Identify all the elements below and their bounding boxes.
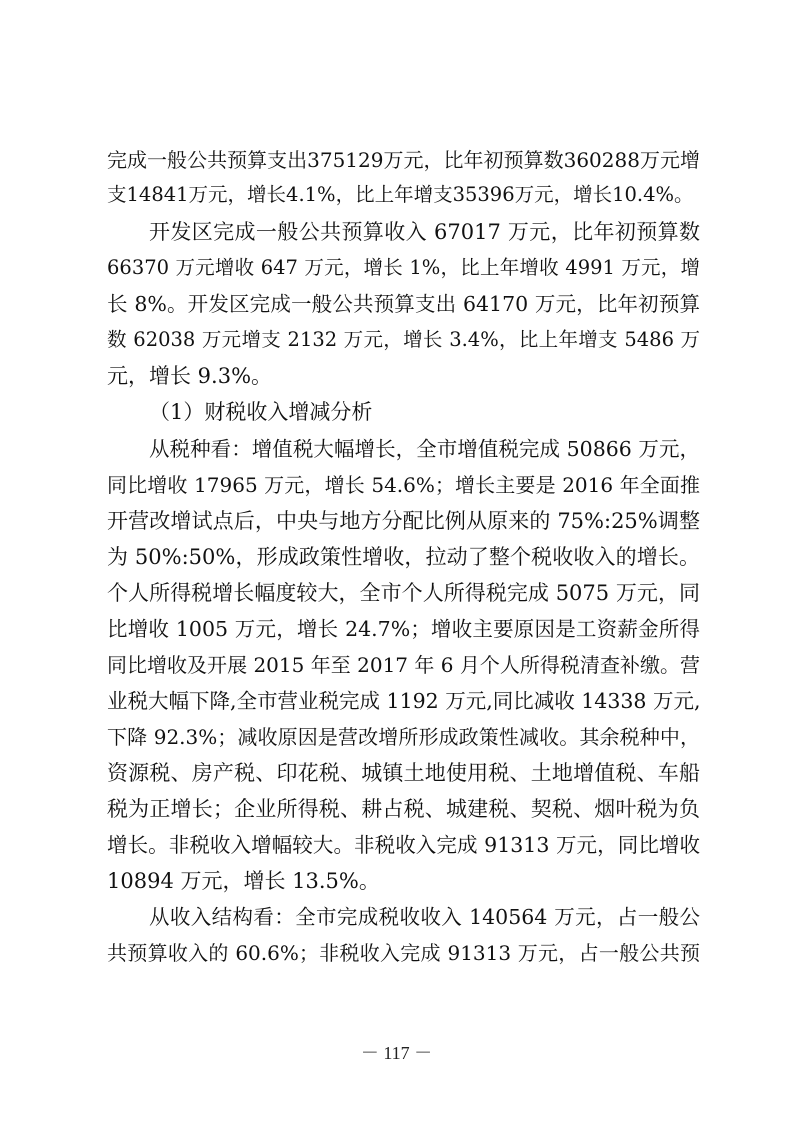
body-text-line: 从税种看：增值税大幅增长，全市增值税完成 50866 万元， (149, 437, 700, 461)
body-text-line: 同比增收及开展 2015 年至 2017 年 6 月个人所得税清查补缴。营 (107, 653, 700, 677)
body-text-line: 元，增长 9.3%。 (107, 364, 273, 388)
page-number: － 117 － (360, 1043, 433, 1063)
document-page (107, 0, 700, 1122)
body-text-line: 增长。非税收入增幅较大。非税收入完成 91313 万元，同比增收 (107, 833, 700, 857)
body-text-line: 同比增收 17965 万元，增长 54.6%；增长主要是 2016 年全面推 (107, 473, 700, 497)
body-text-line: 比增收 1005 万元，增长 24.7%；增收主要原因是工资薪金所得 (107, 617, 700, 641)
body-text-line: 为 50%:50%，形成政策性增收，拉动了整个税收收入的增长。 (107, 545, 700, 569)
section-heading: （1）财税收入增减分析 (149, 400, 373, 424)
body-text-line: 业税大幅下降,全市营业税完成 1192 万元,同比减收 14338 万元, (107, 689, 701, 713)
body-text-line: 个人所得税增长幅度较大，全市个人所得税完成 5075 万元，同 (107, 581, 700, 605)
body-text-line: 资源税、房产税、印花税、城镇土地使用税、土地增值税、车船 (107, 761, 700, 785)
body-text-line: 66370 万元增收 647 万元，增长 1%，比上年增收 4991 万元，增 (107, 256, 700, 279)
body-text-line: 税为正增长；企业所得税、耕占税、城建税、契税、烟叶税为负 (107, 797, 700, 821)
body-text-line: 支14841万元，增长4.1%，比上年增支35396万元，增长10.4%。 (107, 183, 694, 206)
body-text-line: 开营改增试点后，中央与地方分配比例从原来的 75%:25%调整 (107, 509, 700, 533)
body-text-line: 共预算收入的 60.6%；非税收入完成 91313 万元，占一般公共预 (107, 941, 700, 965)
body-text-line: 从收入结构看：全市完成税收收入 140564 万元，占一般公 (149, 905, 700, 929)
body-text-line: 下降 92.3%；减收原因是营改增所形成政策性减收。其余税种中， (107, 725, 700, 749)
body-text-line: 开发区完成一般公共预算收入 67017 万元，比年初预算数 (149, 220, 700, 244)
body-text-line: 数 62038 万元增支 2132 万元，增长 3.4%，比上年增支 5486 万 (107, 328, 700, 351)
body-text-line: 10894 万元，增长 13.5%。 (107, 869, 380, 893)
body-text-line: 完成一般公共预算支出375129万元，比年初预算数360288万元增 (107, 148, 700, 172)
body-text-line: 长 8%。开发区完成一般公共预算支出 64170 万元，比年初预算 (107, 292, 700, 316)
